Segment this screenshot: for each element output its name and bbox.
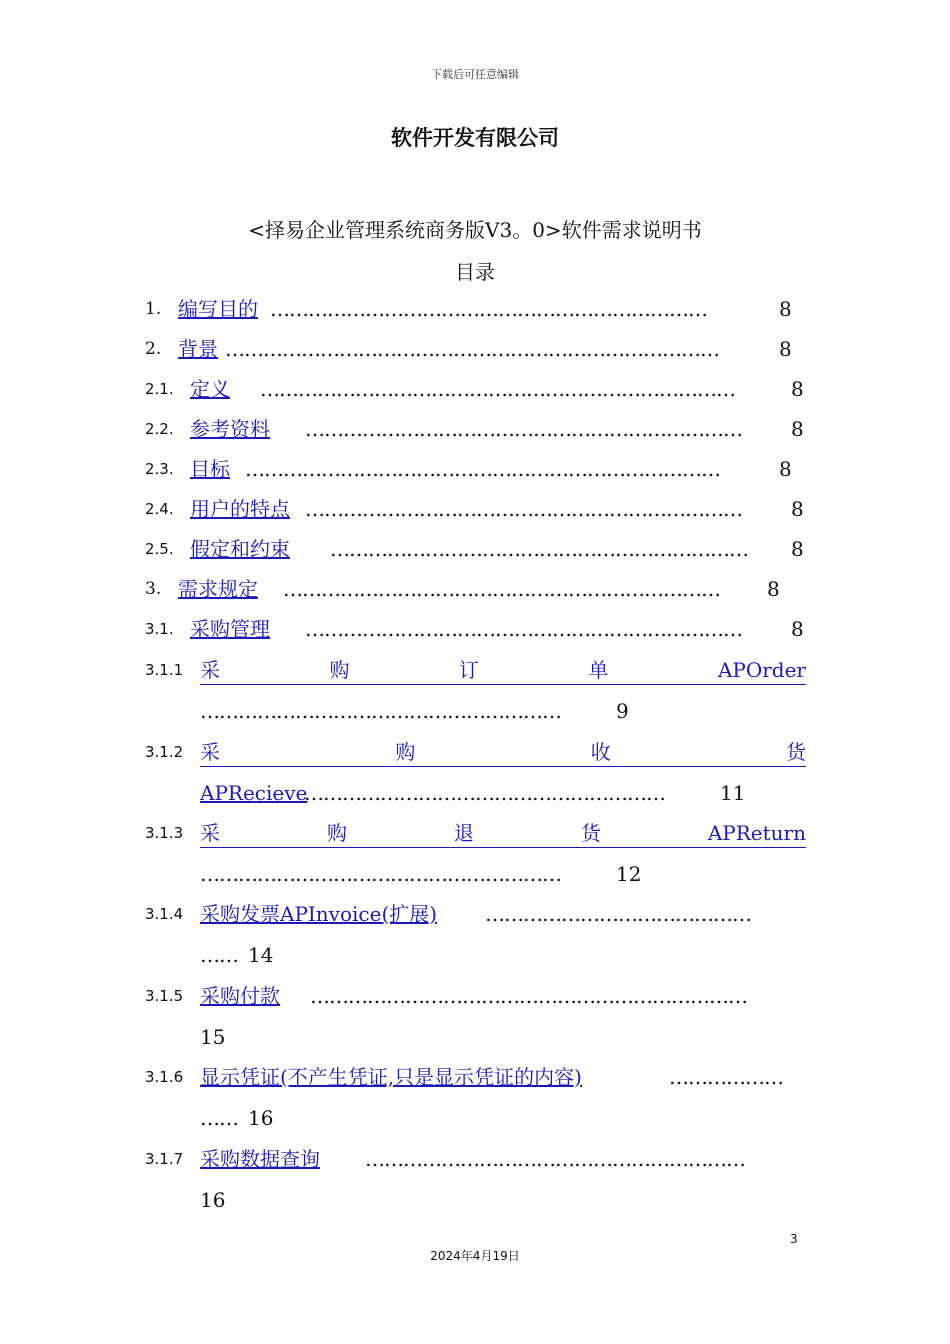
- toc-leader: [200, 1023, 300, 1051]
- toc-number: 2.5.: [145, 540, 174, 558]
- toc-leader: …… 16: [200, 1106, 274, 1130]
- toc-link[interactable]: 需求规定: [178, 577, 258, 601]
- toc-link[interactable]: APRecieve: [200, 781, 308, 805]
- toc-number: 2.4.: [145, 500, 174, 518]
- toc-entry[interactable]: 3.1.5 采购付款 ……………………………………………………………: [145, 984, 747, 1008]
- toc-page: 8: [779, 297, 792, 321]
- toc-link[interactable]: 采购管理: [190, 617, 270, 641]
- toc-page: 12: [616, 862, 642, 886]
- toc-link[interactable]: 采购数据查询: [200, 1147, 320, 1171]
- toc-page: 8: [791, 377, 804, 401]
- page-number: 3: [790, 1232, 798, 1246]
- toc-entry[interactable]: 1. 编写目的 …………………………………………………………… 8: [145, 297, 792, 321]
- toc-leader: ………………………………………………… 9: [200, 699, 629, 723]
- toc-entry[interactable]: 3.1.6 显示凭证(不产生凭证,只是显示凭证的内容) ………………: [145, 1065, 783, 1089]
- toc-link[interactable]: 背景: [178, 337, 218, 361]
- document-title: <择易企业管理系统商务版V3。0>软件需求说明书: [248, 218, 702, 242]
- toc-page: 8: [779, 337, 792, 361]
- footer-date: 2024年4月19日: [430, 1249, 520, 1263]
- page-header: 下载后可任意编辑: [431, 68, 519, 81]
- toc-entry[interactable]: 3. 需求规定 …………………………………………………………… 8: [145, 577, 780, 601]
- toc-link[interactable]: 采 购 收 货: [200, 738, 806, 767]
- toc-entry[interactable]: 2.2. 参考资料 …………………………………………………………… 8: [145, 417, 804, 441]
- toc-page: 15: [200, 1025, 226, 1049]
- toc-entry[interactable]: 3.1.7 采购数据查询 ……………………………………………………: [145, 1147, 745, 1171]
- toc-number: 2.3.: [145, 460, 174, 478]
- toc-page: 16: [200, 1188, 226, 1212]
- toc-page: 16: [248, 1106, 274, 1130]
- toc-link[interactable]: 显示凭证(不产生凭证,只是显示凭证的内容): [200, 1065, 582, 1089]
- toc-number: 3.1.4: [145, 905, 184, 923]
- toc-number: 3.1.7: [145, 1150, 184, 1168]
- toc-page: 8: [779, 457, 792, 481]
- toc-entry[interactable]: 2.5. 假定和约束 ………………………………………………………… 8: [145, 537, 804, 561]
- toc-page: 14: [248, 943, 274, 967]
- toc-link[interactable]: 参考资料: [190, 417, 270, 441]
- toc-number: 3.1.3: [145, 824, 184, 842]
- toc-link[interactable]: 用户的特点: [190, 497, 290, 521]
- toc-link[interactable]: 目标: [190, 457, 230, 481]
- toc-entry[interactable]: 2.3. 目标 ………………………………………………………………… 8: [145, 457, 792, 481]
- toc-leader: ………………………………………………… 12: [200, 862, 642, 886]
- company-name: 软件开发有限公司: [391, 126, 559, 150]
- toc-number: 3.: [145, 579, 162, 599]
- toc-page: 8: [791, 537, 804, 561]
- toc-entry[interactable]: 3.1.4 采购发票APInvoice(扩展) ……………………………………: [145, 902, 751, 926]
- toc-number: 2.2.: [145, 420, 174, 438]
- toc-number: 3.1.: [145, 620, 174, 638]
- toc-link[interactable]: 采购发票APInvoice(扩展): [200, 902, 438, 926]
- toc-number: 2.1.: [145, 380, 174, 398]
- toc-page: 8: [767, 577, 780, 601]
- toc-number: 3.1.1: [145, 661, 184, 679]
- toc-number: 1.: [145, 299, 162, 319]
- toc-link[interactable]: 编写目的: [178, 297, 258, 321]
- toc-link[interactable]: 采 购 订 单 APOrder: [200, 656, 806, 685]
- toc-title: 目录: [455, 260, 495, 284]
- toc-page: 8: [791, 617, 804, 641]
- toc-entry[interactable]: 2. 背景 …………………………………………………………………… 8: [145, 337, 792, 361]
- toc-number: 3.1.6: [145, 1068, 184, 1086]
- toc-page: 9: [616, 699, 629, 723]
- toc-page: 11: [720, 781, 746, 805]
- toc-link[interactable]: 假定和约束: [190, 537, 290, 561]
- toc-entry-cont[interactable]: APRecieve ………………………………………………… 11: [200, 781, 746, 805]
- toc-number: 2.: [145, 339, 162, 359]
- toc-link[interactable]: 采购付款: [200, 984, 280, 1008]
- toc-entry[interactable]: 3.1. 采购管理 …………………………………………………………… 8: [145, 617, 804, 641]
- toc-number: 3.1.5: [145, 987, 184, 1005]
- toc-page: 8: [791, 417, 804, 441]
- toc-number: 3.1.2: [145, 743, 184, 761]
- toc-link[interactable]: 定义: [190, 377, 230, 401]
- toc-leader: [200, 1186, 300, 1214]
- toc-entry[interactable]: 2.4. 用户的特点 …………………………………………………………… 8: [145, 497, 804, 521]
- toc-link[interactable]: 采 购 退 货 APReturn: [200, 819, 806, 848]
- toc-leader: …… 14: [200, 943, 274, 967]
- toc-page: 8: [791, 497, 804, 521]
- toc-entry[interactable]: 2.1. 定义 ………………………………………………………………… 8: [145, 377, 804, 401]
